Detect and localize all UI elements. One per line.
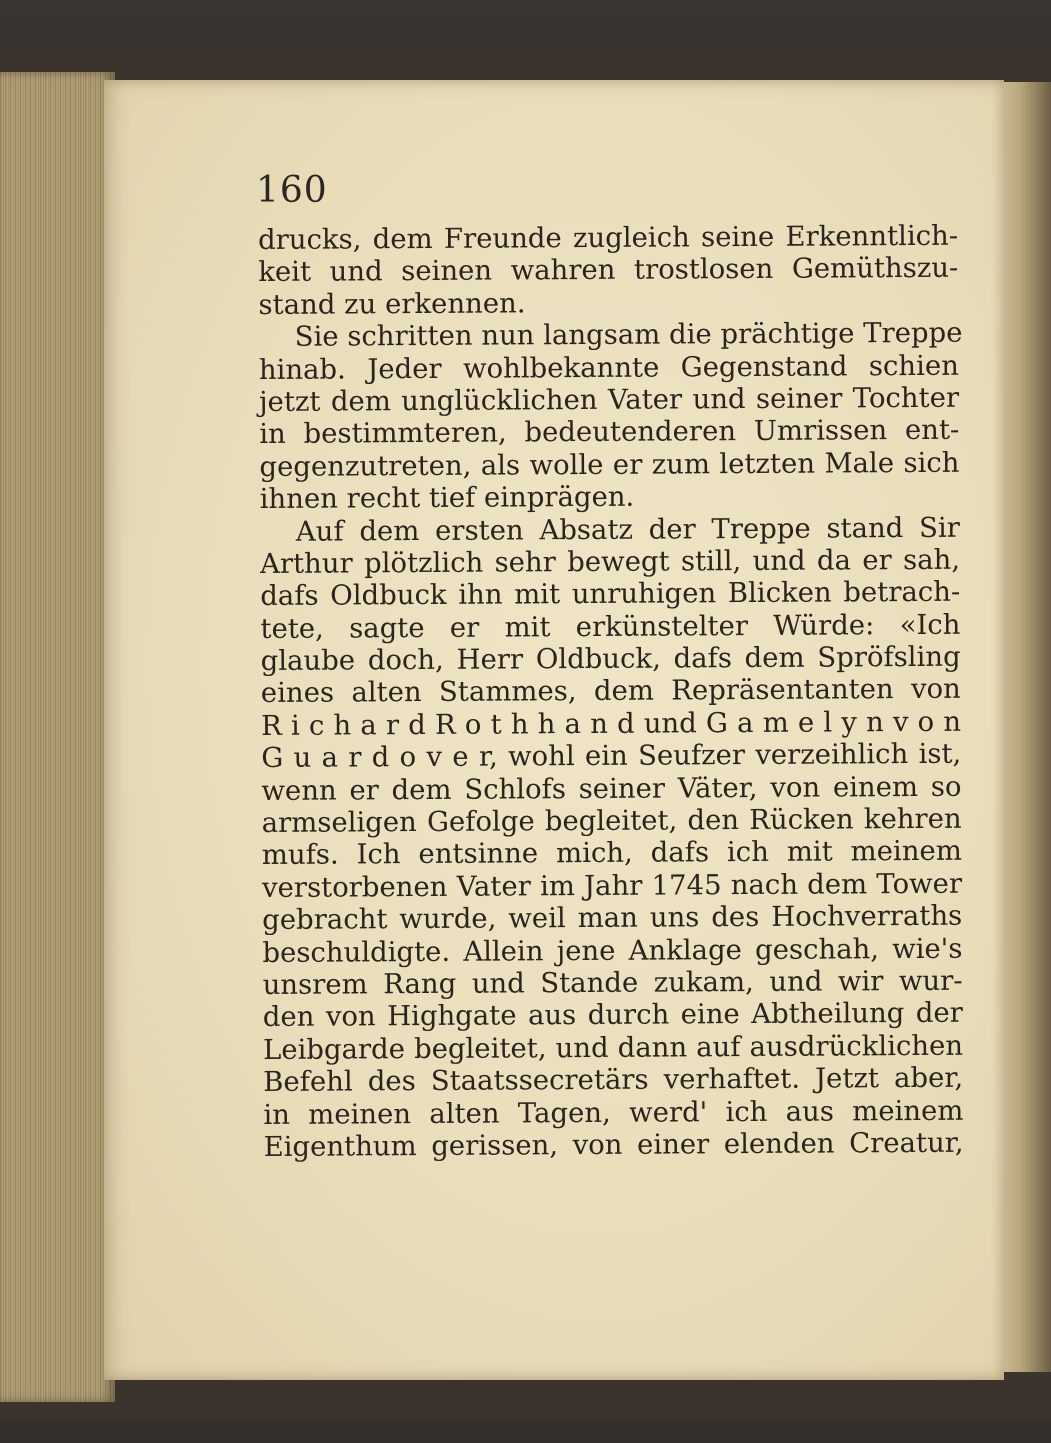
text-line: drucks, dem Freunde zugleich seine Erkenntlich-: [258, 219, 959, 256]
text-line: den von Highgate aus durch eine Abtheilung der: [262, 997, 963, 1034]
body-text: [258, 220, 964, 1164]
text-line: keit und seinen wahren trostlosen Gemüthszu-: [258, 252, 959, 289]
text-line: Befehl des Staatssecretärs verhaftet. Jetzt aber,: [263, 1061, 964, 1099]
text-line: Sie schritten nun langsam die prächtige Treppe: [294, 316, 963, 353]
text-line: Auf dem ersten Absatz der Treppe stand Sir: [295, 511, 960, 548]
text-line: stand zu erkennen.: [258, 287, 526, 321]
text-line: glaube doch, Herr Oldbuck, dafs dem Spröfsling: [260, 640, 961, 678]
text-line: verstorbenen Vater im Jahr 1745 nach dem Tower: [261, 867, 963, 904]
text-line: mufs. Ich entsinne mich, dafs ich mit meinem: [261, 835, 962, 872]
text-line: G u a r d o v e r, wohl ein Seufzer verzeihlich ist,: [261, 737, 962, 775]
page-edges-stack: [0, 72, 115, 1402]
text-line: Eigenthum gerissen, von einer elenden Creatur,: [263, 1126, 964, 1163]
text-line: in meinen alten Tagen, werd' ich aus meinem: [263, 1094, 964, 1131]
text-line: tete, sagte er mit erkünstelter Würde: «Ich: [260, 608, 961, 645]
page-number: 160: [256, 170, 328, 211]
text-line: jetzt dem unglücklichen Vater und seiner Tochter: [258, 381, 960, 418]
text-line: in bestimmteren, bedeutenderen Umrissen ent-: [259, 414, 960, 451]
text-line: eines alten Stammes, dem Repräsentanten von: [260, 673, 961, 710]
text-line: dafs Oldbuck ihn mit unruhigen Blicken betrach-: [260, 576, 961, 613]
text-line: R i c h a r d R o t h h a n d und G a m e l y n v o n: [260, 705, 962, 742]
text-line: unsrem Rang und Stande zukam, und wir wur-: [262, 964, 963, 1001]
text-line: Leibgarde begleitet, und dann auf ausdrücklichen: [262, 1029, 964, 1066]
text-line: gebracht wurde, weil man uns des Hochverraths: [262, 899, 963, 937]
text-line: Arthur plötzlich sehr bewegt still, und da er sah,: [259, 543, 961, 580]
text-line: beschuldigte. Allein jene Anklage geschah, wie's: [262, 932, 963, 969]
text-line: hinab. Jeder wohlbekannte Gegenstand schien: [258, 349, 959, 386]
text-line: gegenzutreten, als wolle er zum letzten Male sich: [259, 446, 960, 483]
text-line: wenn er dem Schlofs seiner Väter, von einem so: [261, 770, 962, 807]
right-page-edge: [1000, 82, 1051, 1372]
text-line: armseligen Gefolge begleitet, den Rücken kehren: [261, 802, 962, 840]
text-line: ihnen recht tief einprägen.: [259, 480, 635, 516]
